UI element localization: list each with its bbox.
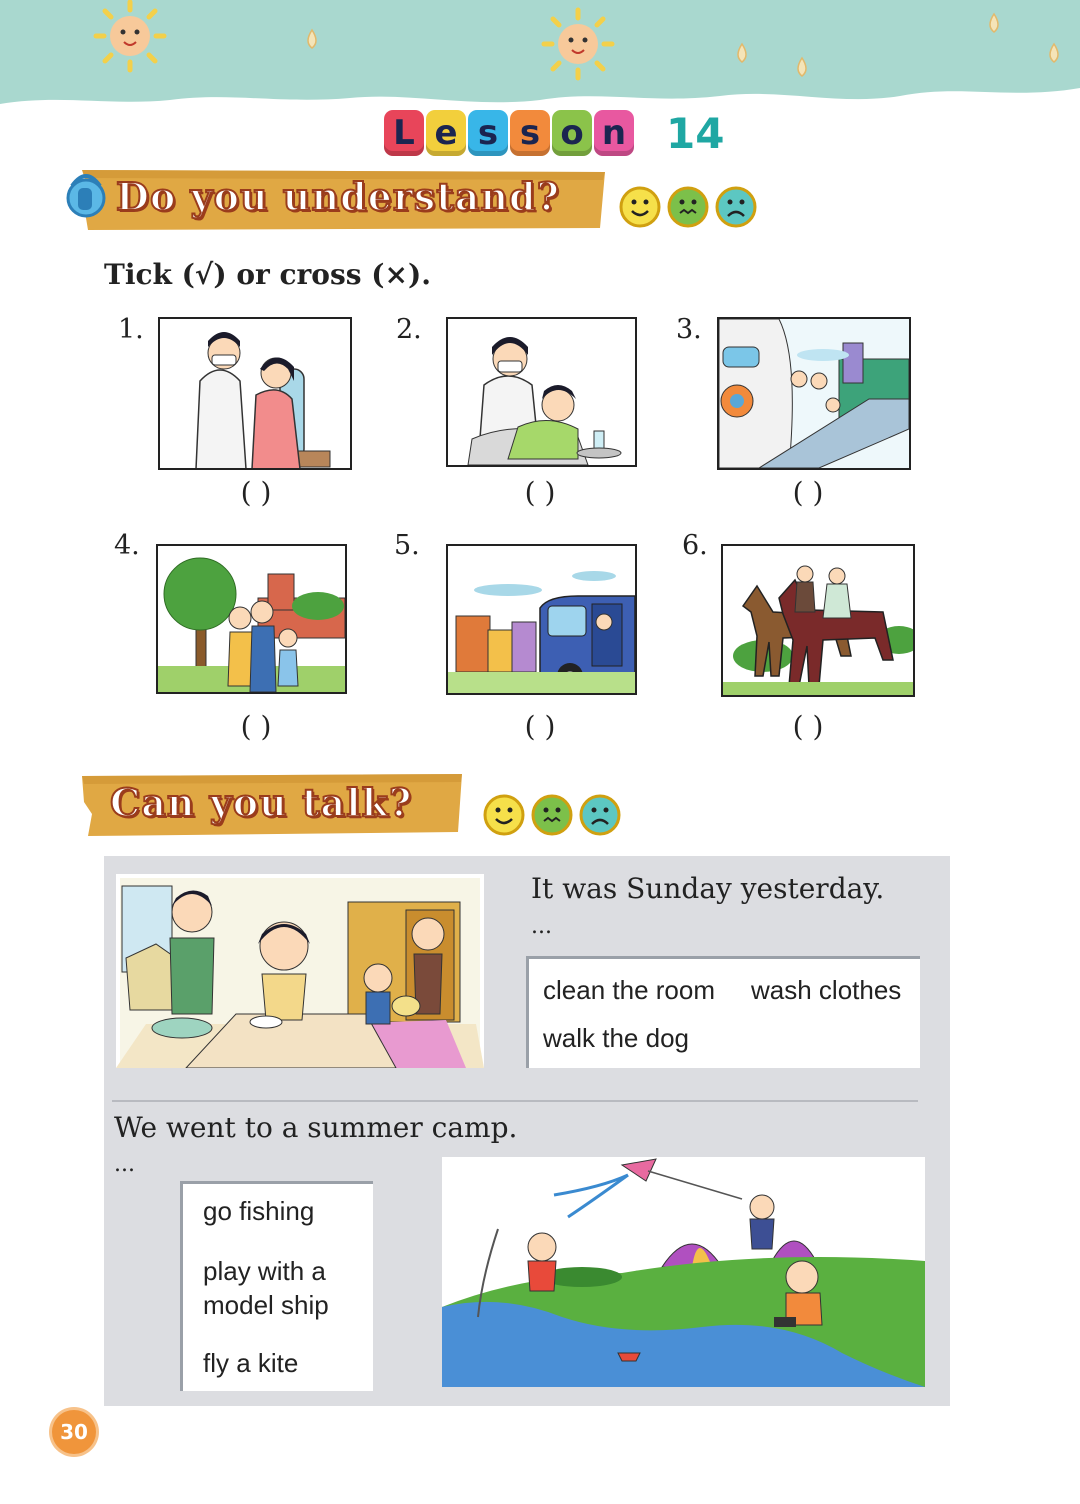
answer-blank[interactable]: ( ) [524, 710, 556, 743]
item-number: 6. [682, 530, 708, 561]
picture-dentist-woman [158, 317, 352, 470]
picture-bus [446, 544, 637, 695]
instruction-text: Tick (√) or cross (×). [104, 258, 431, 291]
picture-housework [116, 874, 484, 1068]
lesson-letter: s [468, 110, 508, 156]
picture-dentist-boy [446, 317, 637, 467]
lesson-letter: e [426, 110, 466, 156]
rating-faces [482, 792, 627, 838]
talk-sentence-1: It was Sunday yesterday. [531, 872, 885, 905]
phrase: model ship [203, 1290, 329, 1320]
neutral-face-icon [533, 796, 571, 834]
phrase: go fishing [203, 1196, 315, 1226]
ellipsis: ... [114, 1152, 135, 1177]
word-box-camp [180, 1181, 373, 1391]
section-title-understand: Do you understand? [116, 174, 560, 219]
sad-face-icon [717, 188, 755, 226]
headphones-icon [68, 176, 104, 216]
phrase: fly a kite [203, 1348, 299, 1378]
lesson-letter: o [552, 110, 592, 156]
happy-face-icon [621, 188, 659, 226]
answer-blank[interactable]: ( ) [240, 710, 272, 743]
page-number: 30 [52, 1410, 96, 1454]
picture-summer-camp [442, 1157, 925, 1387]
word-box-housework [526, 956, 920, 1068]
phrase: walk the dog [543, 1023, 689, 1053]
answer-blank[interactable]: ( ) [524, 476, 556, 509]
item-number: 4. [114, 530, 140, 561]
lesson-heading [384, 104, 724, 162]
answer-blank[interactable]: ( ) [792, 710, 824, 743]
rating-faces [618, 184, 763, 230]
ellipsis: ... [531, 914, 552, 939]
phrase: clean the room [543, 975, 715, 1005]
picture-park-family [156, 544, 347, 694]
lesson-letter: L [384, 110, 424, 156]
sun-icon [96, 2, 164, 70]
answer-blank[interactable]: ( ) [240, 476, 272, 509]
lesson-number: 14 [666, 108, 725, 158]
answer-blank[interactable]: ( ) [792, 476, 824, 509]
divider [112, 1100, 918, 1102]
item-number: 2. [396, 314, 422, 345]
talk-sentence-2: We went to a summer camp. [114, 1111, 518, 1144]
lesson-letter: n [594, 110, 634, 156]
section-title-talk: Can you talk? [110, 780, 413, 825]
sad-face-icon [581, 796, 619, 834]
item-number: 3. [676, 314, 702, 345]
phrase: wash clothes [751, 975, 902, 1005]
happy-face-icon [485, 796, 523, 834]
picture-horses [721, 544, 915, 697]
picture-airplane [717, 317, 911, 470]
phrase: play with a [203, 1256, 326, 1286]
lesson-letter: s [510, 110, 550, 156]
item-number: 5. [394, 530, 420, 561]
neutral-face-icon [669, 188, 707, 226]
sun-icon [544, 10, 612, 78]
top-banner [0, 0, 1080, 120]
item-number: 1. [118, 314, 144, 345]
